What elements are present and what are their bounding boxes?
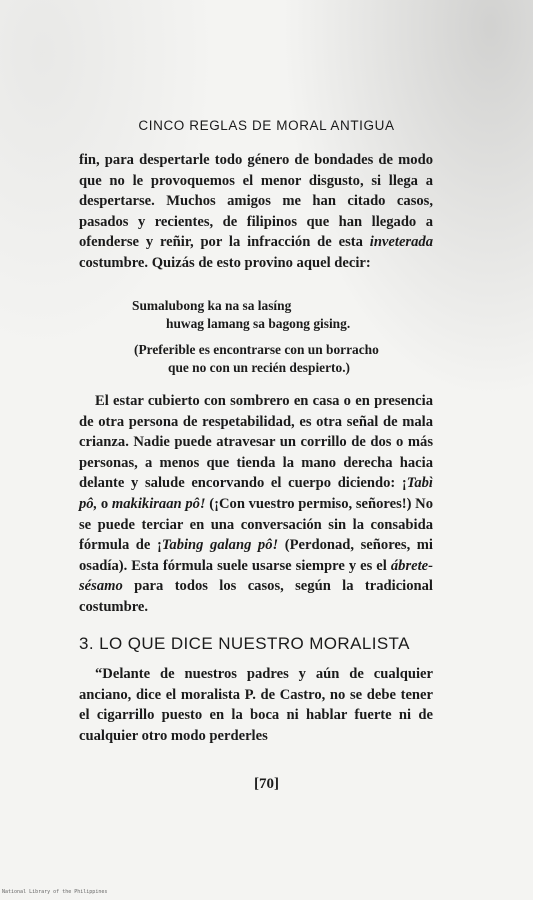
verse-line-2: huwag lamang sa bagong gising.: [166, 316, 351, 331]
paragraph-1-text-b: costumbre. Quizás de esto provino aquel decir:: [79, 254, 371, 271]
translation-line-2: que no con un recién despierto.): [168, 360, 351, 375]
verse-line-1: Sumalubong ka na sa lasíng: [132, 298, 292, 313]
paragraph-2-part-4: (Perdonad, señores, mi osadía). Esta fórmula suele usarse siempre y es el: [79, 537, 433, 574]
paragraph-2-part-3: (¡Con vuestro permiso, señores!) No se puede terciar en una conversación sin la consabida fórmula de ¡: [79, 495, 434, 554]
paragraph-1-text-a: fin, para despertarle todo género de bondades de modo que no le provoquemos el menor disgusto, si llega a despertarse. Muchos amigos me han citado casos, pasados y recientes, de filipinos que han llegado a ofenderse y reñir, por la infracción de esta: [79, 152, 433, 251]
tagalog-verse: [132, 297, 432, 333]
paragraph-1-italic: inveterada: [369, 234, 433, 251]
paragraph-2-italic-4: ábrete-sésamo: [79, 557, 433, 595]
paragraph-2-italic-2: makikiraan pô!: [111, 495, 206, 512]
running-head: CINCO REGLAS DE MORAL ANTIGUA: [138, 118, 395, 133]
translation-line-1: (Preferible es encontrarse con un borracho: [134, 342, 379, 357]
verse-translation: [134, 341, 434, 377]
section-heading: 3. LO QUE DICE NUESTRO MORALISTA: [79, 634, 410, 653]
paragraph-3: “Delante de nuestros padres y aún de cualquier anciano, dice el moralista P. de Castro, no se debe tener el cigarrillo puesto en la boca ni hablar fuerte ni de cualquier otro modo perderles: [79, 666, 433, 744]
paragraph-2-italic-3: Tabing galang pô!: [161, 537, 279, 554]
paragraph-2-part-5: para todos los casos, según la tradicional costumbre.: [79, 578, 433, 615]
paragraph-2-part-1: El estar cubierto con sombrero en casa o en presencia de otra persona de respetabilidad, es otra señal de mala crianza. Nadie puede atravesar un corrillo de dos o más personas, a menos que tienda la mano derecha hacia delante y salude encorvando el cuerpo diciendo: ¡: [79, 393, 433, 492]
paragraph-2-italic-1: Tabì pô,: [79, 475, 433, 512]
page-number: [70]: [254, 776, 279, 792]
paragraph-1: [79, 150, 433, 274]
paragraph-2-part-2: o: [97, 495, 112, 512]
library-stamp: National Library of the Philippines: [2, 889, 108, 895]
paragraph-2: [79, 391, 433, 618]
